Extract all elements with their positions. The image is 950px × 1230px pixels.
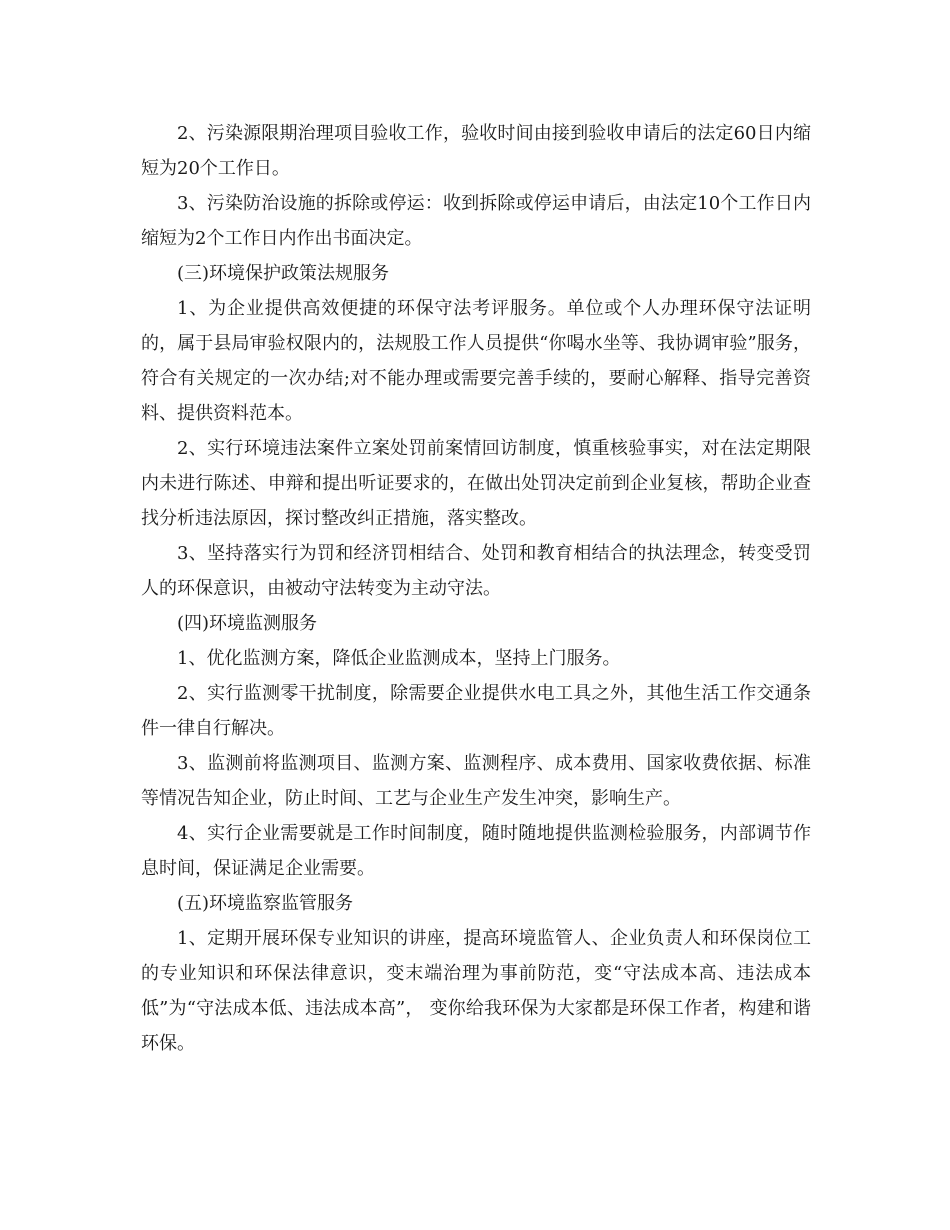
paragraph-facility-removal: 3、污染防治设施的拆除或停运：收到拆除或停运申请后，由法定10个工作日内缩短为2个工作日内作出书面决定。 — [141, 193, 811, 249]
paragraph-pre-monitoring-notice: 3、监测前将监测项目、监测方案、监测程序、成本费用、国家收费依据、标准等情况告知企业，防止时间、工艺与企业生产发生冲突，影响生产。 — [141, 753, 811, 809]
section-heading-supervision-services: (五)环境监察监管服务 — [177, 893, 354, 914]
paragraph-case-revisit: 2、实行环境违法案件立案处罚前案情回访制度，慎重核验事实，对在法定期限内未进行陈述、申辩和提出听证要求的，在做出处罚决定前到企业复核，帮助企业查找分析违法原因，探讨整改纠正措施，落实整改。 — [141, 438, 811, 529]
paragraph-compliance-evaluation: 1、为企业提供高效便捷的环保守法考评服务。单位或个人办理环保守法证明的，属于县局审验权限内的，法规股工作人员提供“你喝水坐等、我协调审验”服务，符合有关规定的一次办结;对不能办理或需要完善手续的，要耐心解释、指导完善资料、提供资料范本。 — [141, 298, 811, 424]
section-heading-monitoring-services: (四)环境监测服务 — [177, 613, 318, 634]
paragraph-acceptance-deadline: 2、污染源限期治理项目验收工作，验收时间由接到验收申请后的法定60日内缩短为20个工作日。 — [141, 123, 811, 179]
document-body — [141, 116, 811, 1061]
paragraph-enforcement-philosophy: 3、坚持落实行为罚和经济罚相结合、处罚和教育相结合的执法理念，转变受罚人的环保意识，由被动守法转变为主动守法。 — [141, 543, 811, 599]
paragraph-zero-interference: 2、实行监测零干扰制度，除需要企业提供水电工具之外，其他生活工作交通条件一律自行解决。 — [141, 683, 811, 739]
section-heading-policy-services: (三)环境保护政策法规服务 — [177, 263, 390, 284]
paragraph-optimize-monitoring: 1、优化监测方案，降低企业监测成本，坚持上门服务。 — [177, 648, 621, 669]
paragraph-training-lectures: 1、定期开展环保专业知识的讲座，提高环境监管人、企业负责人和环保岗位工的专业知识和环保法律意识，变末端治理为事前防范，变“守法成本高、违法成本低”为“守法成本低、违法成本高”， 变你给我环保为大家都是环保工作者，构建和谐环保。 — [141, 928, 811, 1054]
paragraph-flexible-hours: 4、实行企业需要就是工作时间制度，随时随地提供监测检验服务，内部调节作息时间，保证满足企业需要。 — [141, 823, 811, 879]
